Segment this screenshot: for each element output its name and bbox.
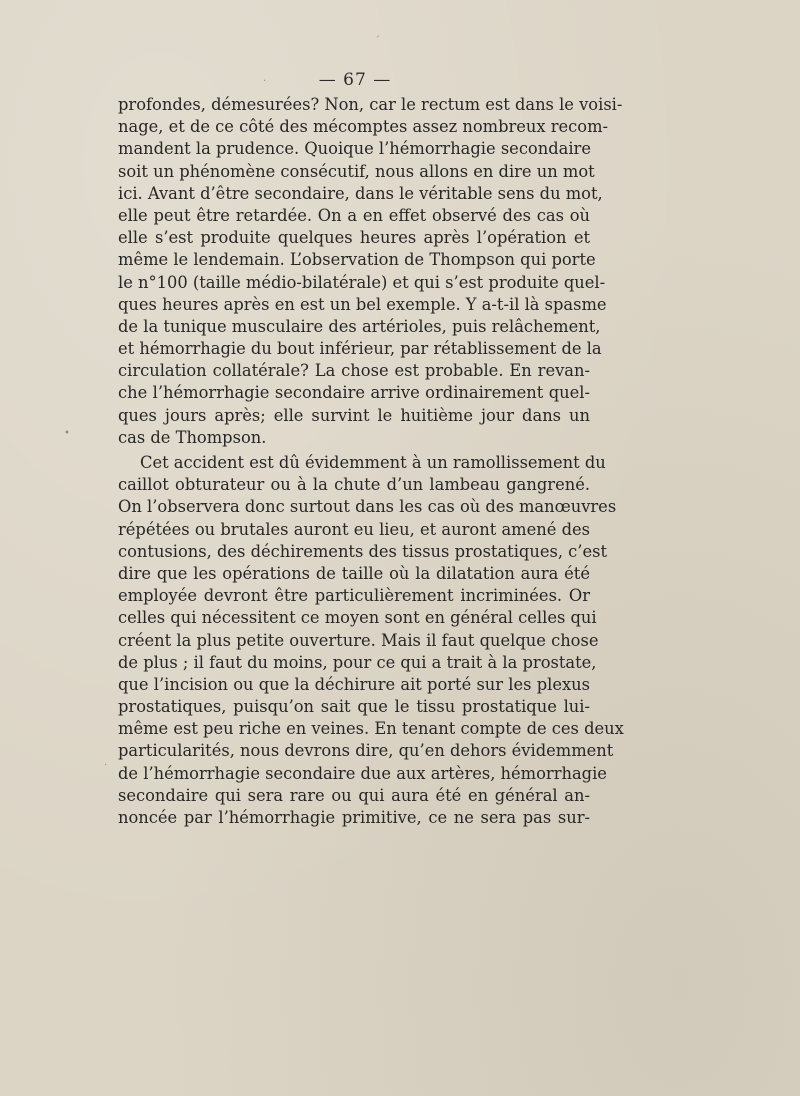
- text-line: répétées ou brutales auront eu lieu, et auront amené des: [118, 519, 590, 539]
- text-line: circulation collatérale? La chose est probable. En revan-: [118, 361, 590, 381]
- text-line: che l’hémorrhagie secondaire arrive ordinairement quel-: [118, 383, 590, 403]
- text-line: mandent la prudence. Quoique l’hémorrhagie secondaire: [118, 139, 591, 159]
- text-line: elle s’est produite quelques heures après l’opération et: [118, 228, 590, 248]
- text-line: ici. Avant d’être secondaire, dans le véritable sens du mot,: [118, 183, 603, 203]
- text-line: caillot obturateur ou à la chute d’un lambeau gangrené.: [118, 475, 590, 495]
- paper-speck: •: [64, 428, 70, 439]
- paragraph-1: [118, 94, 623, 449]
- page-number: — 67 —: [318, 70, 392, 90]
- text-line: profondes, démesurées? Non, car le rectum est dans le voisi-: [118, 95, 623, 114]
- paragraph-2: [118, 452, 624, 829]
- text-line: soit un phénomène consécutif, nous allons en dire un mot: [118, 161, 595, 181]
- text-line: de l’hémorrhagie secondaire due aux artères, hémorrhagie: [118, 763, 607, 783]
- text-line: de la tunique musculaire des artérioles, puis relâchement,: [118, 316, 601, 336]
- text-line: ques jours après; elle survint le huitième jour dans un: [118, 405, 590, 425]
- text-line: secondaire qui sera rare ou qui aura été en général an-: [118, 785, 590, 805]
- text-line: créent la plus petite ouverture. Mais il faut quelque chose: [118, 630, 599, 650]
- text-line: prostatiques, puisqu’on sait que le tissu prostatique lui-: [118, 697, 590, 717]
- text-line: Cet accident est dû évidemment à un ramollissement du: [140, 453, 606, 472]
- text-line: On l’observera donc surtout dans les cas où des manœuvres: [118, 497, 617, 517]
- text-line: et hémorrhagie du bout inférieur, par rétablissement de la: [118, 339, 602, 359]
- text-line: ques heures après en est un bel exemple. Y a-t-il là spasme: [118, 294, 607, 314]
- body-text: [118, 94, 624, 829]
- paper-speck: ·: [263, 76, 267, 87]
- text-line: que l’incision ou que la déchirure ait porté sur les plexus: [118, 674, 590, 694]
- text-line: particularités, nous devrons dire, qu’en dehors évidemment: [118, 741, 614, 761]
- text-line: celles qui nécessitent ce moyen sont en général celles qui: [118, 608, 597, 628]
- text-line: noncée par l’hémorrhagie primitive, ce ne sera pas sur-: [118, 808, 590, 827]
- text-line: nage, et de ce côté des mécomptes assez nombreux recom-: [118, 117, 609, 137]
- text-line: dire que les opérations de taille où la dilatation aura été: [118, 563, 590, 583]
- text-line: contusions, des déchirements des tissus prostatiques, c’est: [118, 541, 608, 561]
- text-line: même le lendemain. L’observation de Thompson qui porte: [118, 250, 596, 270]
- text-line: cas de Thompson.: [118, 427, 267, 447]
- text-line: employée devront être particulièrement incriminées. Or: [118, 586, 590, 606]
- text-line: elle peut être retardée. On a en effet observé des cas où: [118, 205, 590, 225]
- text-line: le n°100 (taille médio-bilatérale) et qui s’est produite quel-: [118, 272, 606, 292]
- paper-speck: ·: [104, 760, 108, 771]
- paper-speck: ˊ: [375, 36, 380, 47]
- text-line: de plus ; il faut du moins, pour ce qui a trait à la prostate,: [118, 652, 597, 672]
- text-line: même est peu riche en veines. En tenant compte de ces deux: [118, 719, 624, 739]
